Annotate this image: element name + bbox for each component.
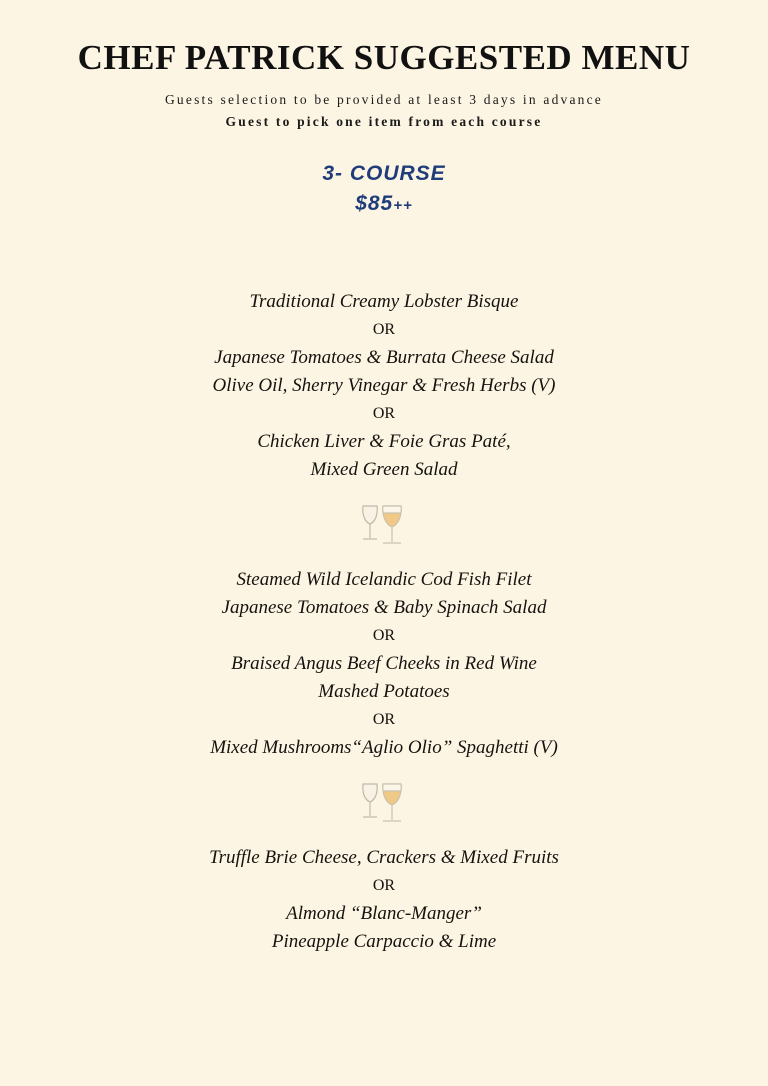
or-separator: OR [372,711,396,728]
wine-glass-icon [339,502,429,548]
wine-glass-icon [339,780,429,826]
price-amount: $85 [355,192,394,215]
menu-item-line: Steamed Wild Icelandic Cod Fish Filet [236,569,532,590]
course-section-first [60,288,708,484]
or-separator: OR [372,877,396,894]
menu-item-line: Japanese Tomatoes & Baby Spinach Salad [221,597,547,618]
course-section-third [60,844,708,956]
course-divider-2 [339,780,429,826]
menu-item-line: Almond “Blanc-Manger” [286,903,482,924]
page-title: CHEF PATRICK SUGGESTED MENU [77,38,691,77]
menu-item-line: Truffle Brie Cheese, Crackers & Mixed Fruits [209,847,559,868]
or-separator: OR [372,627,396,644]
price-suffix: ++ [393,197,413,214]
or-separator: OR [372,405,396,422]
or-separator: OR [372,321,396,338]
course-section-second [60,566,708,762]
course-divider-1 [339,502,429,548]
menu-subtitle-selection-notice: Guests selection to be provided at least 3 days in advance [164,92,603,107]
menu-item-line: Mixed Green Salad [310,459,458,480]
course-count-label: 3- COURSE [322,162,446,185]
menu-item-line: Mixed Mushrooms“Aglio Olio” Spaghetti (V) [210,737,558,758]
menu-item-line: Traditional Creamy Lobster Bisque [249,291,519,312]
menu-item-line: Japanese Tomatoes & Burrata Cheese Salad [214,347,554,368]
menu-item-line: Mashed Potatoes [318,681,450,702]
menu-item-line: Olive Oil, Sherry Vinegar & Fresh Herbs (V) [212,375,556,396]
menu-item-line: Pineapple Carpaccio & Lime [271,931,497,952]
menu-item-line: Chicken Liver & Foie Gras Paté, [257,431,511,452]
menu-subtitle-pick-notice: Guest to pick one item from each course [225,114,543,129]
menu-item-line: Braised Angus Beef Cheeks in Red Wine [231,653,537,674]
price-label [355,192,413,216]
